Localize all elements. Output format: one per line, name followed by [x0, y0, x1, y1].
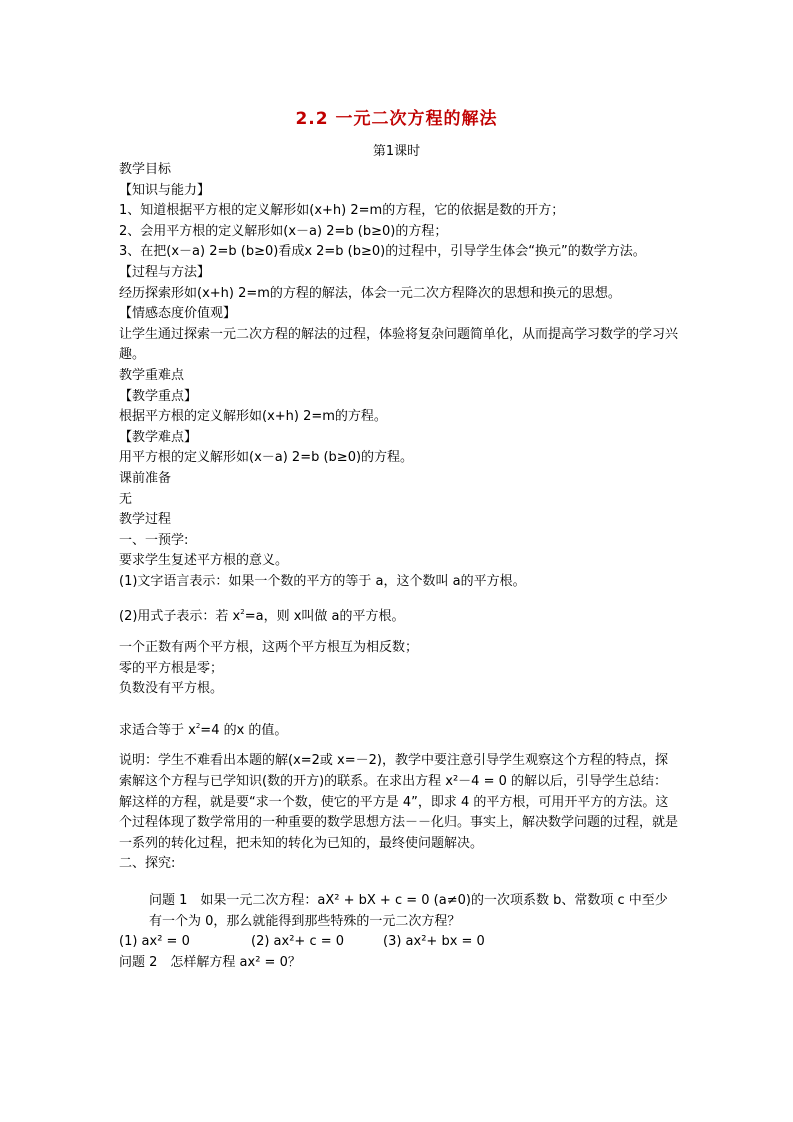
knowledge-heading: 【知识与能力】: [119, 182, 211, 198]
option-3: (3) ax²+ bx = 0: [383, 934, 485, 950]
exercise-line: 求适合等于 $x^2=4$ 的x 的值。: [119, 721, 288, 738]
question-1: 问题 1 如果一元二次方程：aX² + bX + c = 0 (a≠0)的一次项系数 b、常数项 c 中至少有一个为 0，那么就能得到那些特殊的一元二次方程？: [149, 893, 668, 929]
goals-heading: 教学目标: [119, 162, 172, 177]
preview-heading: 一、一预学:: [119, 532, 189, 548]
question-1-options: [119, 932, 679, 953]
preview-intro: 要求学生复述平方根的意义。: [119, 553, 289, 569]
attitude-heading: 【情感态度价值观】: [119, 306, 237, 322]
knowledge-item: 1、知道根据平方根的定义解形如(x+h) 2=m的方程，它的依据是数的开方；: [119, 203, 565, 219]
explore-heading: 二、探究:: [119, 856, 176, 872]
lesson-number: 第1课时: [372, 144, 421, 159]
option-2: (2) ax²+ c = 0: [251, 934, 345, 950]
hard-heading: 【教学难点】: [119, 429, 198, 445]
document-body: [119, 160, 679, 973]
question-2: 问题 2 怎样解方程 ax² = 0？: [119, 954, 301, 970]
document-title: 2.2 一元二次方程的解法: [295, 109, 498, 129]
prep-text: 无: [119, 491, 133, 507]
process-heading: 【过程与方法】: [119, 264, 211, 280]
process-text: 经历探索形如(x+h) 2=m的方程的解法，体会一元二次方程降次的思想和换元的思想。: [119, 285, 621, 301]
knowledge-item: 2、会用平方根的定义解形如(x－a) 2=b (b≥0)的方程；: [119, 223, 448, 239]
key-heading: 【教学重点】: [119, 388, 198, 404]
property-line: 零的平方根是零；: [119, 660, 224, 676]
preview-point-2: (2)用式子表示：若 $x^2=a$，则 x叫做 a的平方根。: [119, 608, 405, 625]
attitude-text: 让学生通过探索一元二次方程的解法的过程，体验将复杂问题简单化，从而提高学习数学的学习兴趣。: [119, 326, 679, 363]
property-line: 一个正数有两个平方根，这两个平方根互为相反数；: [119, 640, 419, 656]
prep-heading: 课前准备: [119, 470, 172, 486]
explanation-note: 说明：学生不难看出本题的解(x=2或 x=－2)，教学中要注意引导学生观察这个方程的特点，探索解这个方程与已学知识(数的开方)的联系。在求出方程 x²－4 = 0 的解以后，引导学生总结：解这样的方程，就是要“求一个数，使它的平方是 4”，即求 4 的平方根，可用开平方的方法。这个过程体现了数学常用的一种重要的数学思想方法－－化归。事实上，解决数学问题的过程，就是一系列的转化过程，把未知的转化为已知的，最终使问题解决。: [119, 753, 679, 851]
property-line: 负数没有平方根。: [119, 681, 224, 697]
hard-text: 用平方根的定义解形如(x－a) 2=b (b≥0)的方程。: [119, 450, 414, 466]
option-1: (1) ax² = 0: [119, 934, 190, 950]
knowledge-item: 3、在把(x－a) 2=b (b≥0)看成x 2=b (b≥0)的过程中，引导学生体会“换元”的数学方法。: [119, 244, 646, 260]
key-text: 根据平方根的定义解形如(x+h) 2=m的方程。: [119, 409, 387, 425]
procedure-heading: 教学过程: [119, 512, 172, 528]
preview-point-1: (1)文字语言表示：如果一个数的平方的等于 a，这个数叫 a的平方根。: [119, 573, 526, 589]
difficulty-heading: 教学重难点: [119, 367, 185, 383]
